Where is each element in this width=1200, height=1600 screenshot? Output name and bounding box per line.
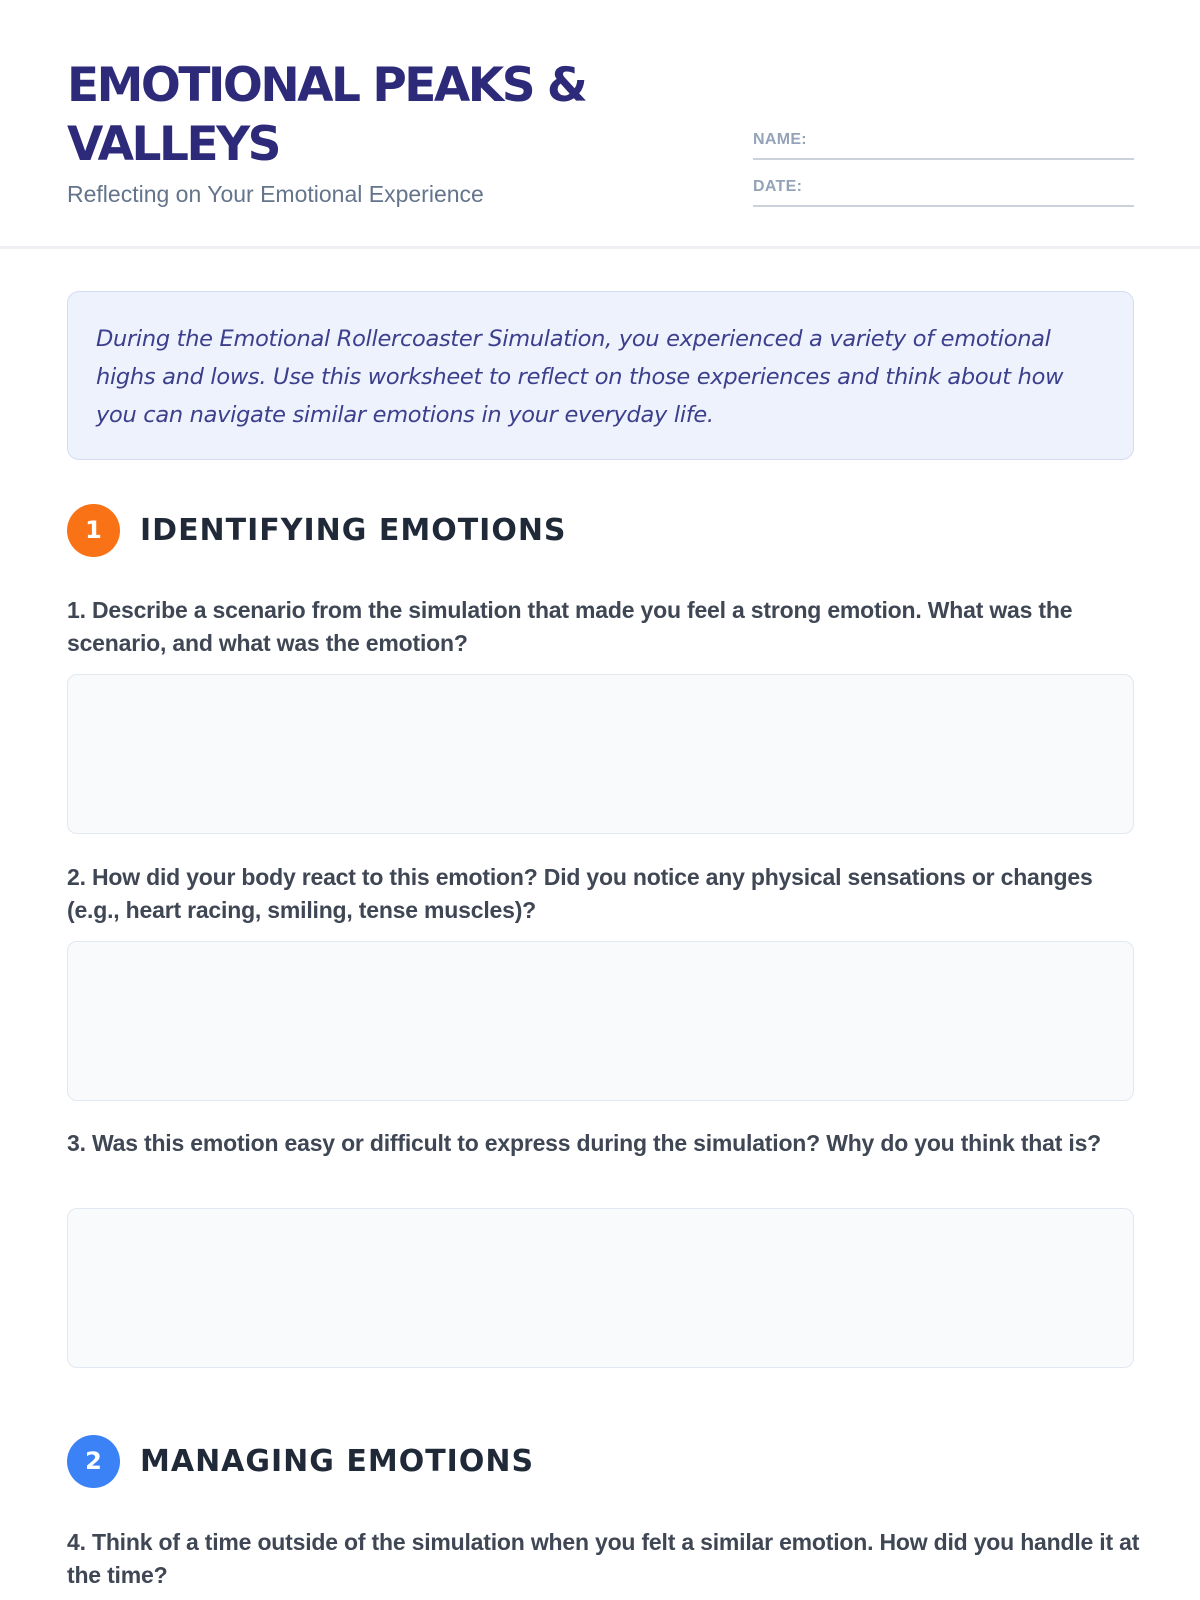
- date-field[interactable]: [753, 165, 1134, 207]
- question-4: 4. Think of a time outside of the simulation when you felt a similar emotion. How did you handle it at the time?: [67, 1529, 1140, 1588]
- page-subtitle: Reflecting on Your Emotional Experience: [67, 181, 484, 207]
- question-3: 3. Was this emotion easy or difficult to express during the simulation? Why do you think that is?: [67, 1130, 1102, 1156]
- answer-box-2[interactable]: [67, 941, 1134, 1101]
- section-number-badge: 1: [67, 504, 120, 557]
- answer-box-1[interactable]: [67, 674, 1134, 834]
- page-title: EMOTIONAL PEAKS & VALLEYS: [67, 58, 586, 172]
- question-1: 1. Describe a scenario from the simulation that made you feel a strong emotion. What was the scenario, and what was the emotion?: [67, 597, 1073, 656]
- section-title: MANAGING EMOTIONS: [140, 1443, 535, 1479]
- name-label: NAME:: [753, 131, 807, 148]
- section-managing-emotions: [67, 1434, 534, 1488]
- section-identifying-emotions: [67, 503, 567, 557]
- name-field[interactable]: [753, 118, 1134, 160]
- section-title: IDENTIFYING EMOTIONS: [140, 512, 567, 548]
- section-number-badge: 2: [67, 1435, 120, 1488]
- intro-box: [67, 291, 1134, 460]
- title-block: [67, 56, 687, 209]
- date-label: DATE:: [753, 178, 803, 195]
- answer-box-3[interactable]: [67, 1208, 1134, 1368]
- student-info: [753, 118, 1134, 212]
- question-2: 2. How did your body react to this emotion? Did you notice any physical sensations or changes (e.g., heart racing, smiling, tense muscles)?: [67, 864, 1093, 923]
- intro-text: During the Emotional Rollercoaster Simulation, you experienced a variety of emotional highs and lows. Use this worksheet to reflect on those experiences and think about how you can navigate similar emotions in your everyday life.: [96, 326, 1064, 428]
- worksheet-header: [0, 0, 1200, 249]
